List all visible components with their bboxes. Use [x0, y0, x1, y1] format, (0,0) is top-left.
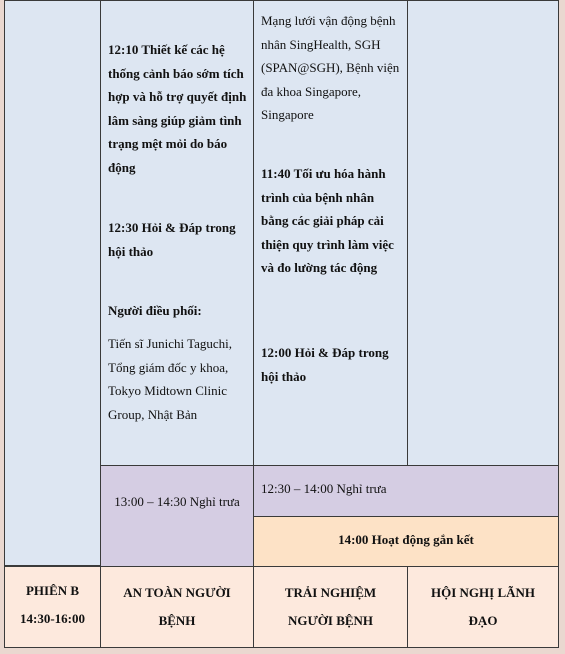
session-b-label-cell — [4, 566, 101, 648]
lunch-break-cell-left — [100, 465, 254, 567]
col1-agenda-cell — [4, 0, 101, 566]
lunch-break-cell-right — [253, 465, 559, 517]
engagement-activity-text: 14:00 Hoạt động gắn kết — [338, 532, 474, 547]
qa-1200: 12:00 Hỏi & Đáp trong hội thảo — [261, 345, 389, 384]
track-title-patient-experience: TRẢI NGHIỆM NGƯỜI BỆNH — [284, 585, 377, 628]
speaker-organization: Mạng lưới vận động bệnh nhân SingHealth, SGH (SPAN@SGH), Bệnh viện đa khoa Singapore, Singapore — [261, 13, 400, 122]
talk-title-1140: 11:40 Tối ưu hóa hành trình của bệnh nhân bằng các giải pháp cải thiện quy trình làm việc và đo lường tác động — [261, 166, 394, 275]
track-title-leadership-summit: HỘI NGHỊ LÃNH ĐẠO — [430, 585, 535, 628]
col2-agenda-cell — [100, 0, 254, 466]
track-header-patient-experience — [253, 566, 408, 648]
lunch-break-right-text: 12:30 – 14:00 Nghỉ trưa — [261, 481, 387, 496]
track-header-patient-safety — [100, 566, 254, 648]
col4-agenda-cell — [407, 0, 559, 466]
session-b-time: 14:30-16:00 — [20, 611, 85, 626]
track-header-leadership-summit — [407, 566, 559, 648]
moderator-label: Người điều phối: — [108, 303, 202, 318]
engagement-activity-cell — [253, 516, 559, 567]
qa-1230: 12:30 Hỏi & Đáp trong hội thảo — [108, 220, 236, 259]
session-b-label: PHIÊN B — [25, 583, 80, 598]
lunch-break-left-text: 13:00 – 14:30 Nghỉ trưa — [114, 494, 240, 509]
track-title-patient-safety: AN TOÀN NGƯỜI BỆNH — [123, 585, 231, 628]
moderator-name: Tiến sĩ Junichi Taguchi, Tổng giám đốc y khoa, Tokyo Midtown Clinic Group, Nhật Bản — [108, 336, 233, 422]
col3-agenda-cell — [253, 0, 408, 466]
talk-title-1210: 12:10 Thiết kế các hệ thống cảnh báo sớm tích hợp và hỗ trợ quyết định lâm sàng giúp giảm tình trạng mệt mỏi do báo động — [108, 42, 247, 175]
